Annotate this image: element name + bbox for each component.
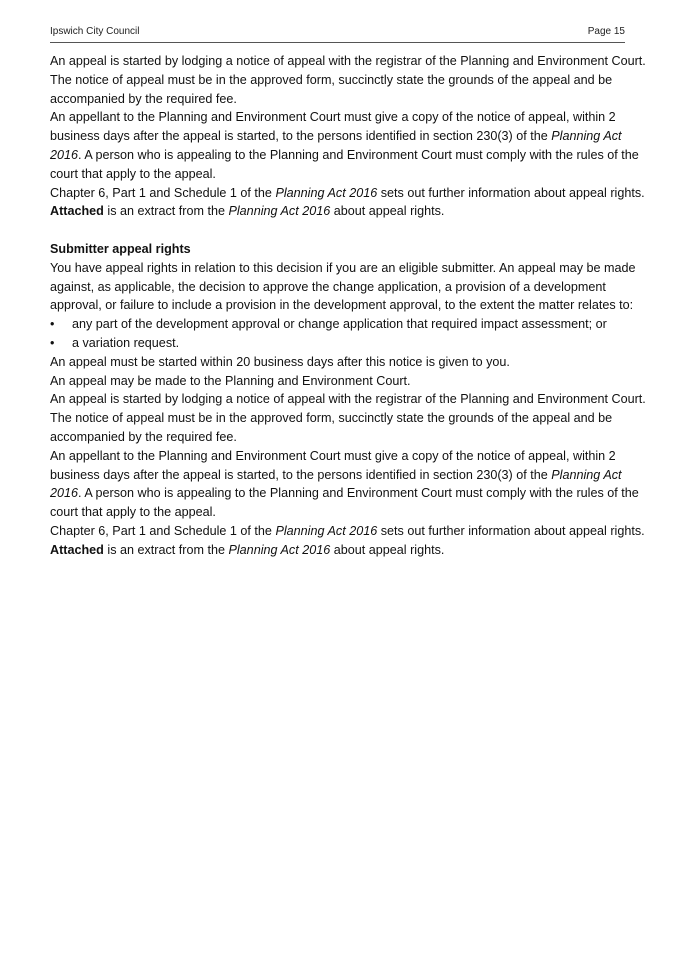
text-segment: sets out further information about appeal rights. <box>377 523 645 538</box>
attached-emphasis: Attached <box>50 542 104 557</box>
act-reference: Planning Act 2016 <box>275 523 378 538</box>
bullet-icon: • <box>50 335 55 350</box>
act-reference: Planning Act 2016 <box>50 467 622 501</box>
paragraph-further-information <box>50 184 650 222</box>
act-reference: Planning Act 2016 <box>275 185 378 200</box>
text-segment: Chapter 6, Part 1 and Schedule 1 of the <box>50 523 276 538</box>
bullet-item <box>50 334 650 353</box>
text-segment: . A person who is appealing to the Planning and Environment Court must comply with the rules of the court that apply to the appeal. <box>50 147 639 181</box>
bullet-icon: • <box>50 317 55 332</box>
paragraph-lodging-notice: An appeal is started by lodging a notice of appeal with the registrar of the Planning and Environment Court. The notice of appeal must be in the approved form, succinctly state the grounds of the appeal and be accompanied by the required fee. <box>50 392 646 444</box>
text-segment: sets out further information about appeal rights. <box>377 185 645 200</box>
bullet-text: a variation request. <box>72 335 180 350</box>
text-segment: An appellant to the Planning and Environment Court must give a copy of the notice of appeal, within 2 business days after the appeal is started, to the persons identified in section 230(3) of the <box>50 448 616 482</box>
paragraph-submitter-intro: You have appeal rights in relation to this decision if you are an eligible submitter. An appeal may be made against, as applicable, the decision to approve the change application, a provision of a development approval, or failure to include a provision in the development approval, to the extent the matter relates to: <box>50 260 636 313</box>
page-header <box>50 26 625 43</box>
act-reference: Planning Act 2016 <box>228 204 331 219</box>
paragraph-copy-of-notice <box>50 447 650 522</box>
bullet-item <box>50 315 650 334</box>
attached-emphasis: Attached <box>50 204 104 219</box>
text-segment: An appellant to the Planning and Environment Court must give a copy of the notice of appeal, within 2 business days after the appeal is started, to the persons identified in section 230(3) of the <box>50 110 616 144</box>
document-body <box>50 52 650 560</box>
paragraph-appeal-court: An appeal may be made to the Planning and Environment Court. <box>50 373 411 388</box>
section-heading-submitter-appeal-rights: Submitter appeal rights <box>50 241 191 256</box>
text-segment: is an extract from the <box>103 204 229 219</box>
text-segment: is an extract from the <box>103 542 229 557</box>
text-segment: about appeal rights. <box>330 542 445 557</box>
paragraph-lodging-notice: An appeal is started by lodging a notice of appeal with the registrar of the Planning and Environment Court. The notice of appeal must be in the approved form, succinctly state the grounds of the appeal and be accompanied by the required fee. <box>50 54 646 106</box>
bullet-text: any part of the development approval or change application that required impact assessment; or <box>72 317 607 332</box>
paragraph-copy-of-notice <box>50 108 650 183</box>
paragraph-time-limit: An appeal must be started within 20 business days after this notice is given to you. <box>50 354 510 369</box>
paragraph-further-information <box>50 522 650 560</box>
act-reference: Planning Act 2016 <box>50 129 622 162</box>
text-segment: about appeal rights. <box>330 204 445 219</box>
act-reference: Planning Act 2016 <box>228 542 331 557</box>
text-segment: Chapter 6, Part 1 and Schedule 1 of the <box>50 185 276 200</box>
header-organization: Ipswich City Council <box>50 26 140 37</box>
header-page-number: Page 15 <box>587 26 625 37</box>
text-segment: . A person who is appealing to the Planning and Environment Court must comply with the rules of the court that apply to the appeal. <box>50 486 639 520</box>
